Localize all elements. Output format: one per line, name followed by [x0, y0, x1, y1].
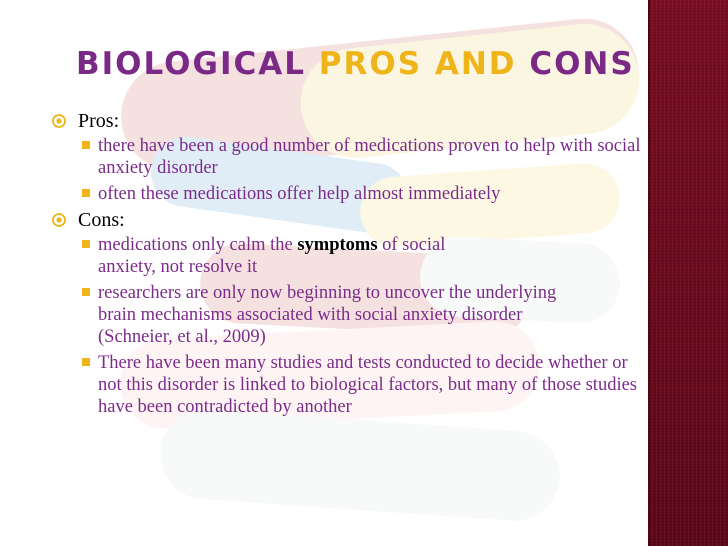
- square-bullet-icon: [82, 240, 90, 248]
- cons-item-1-part-b: of social anxiety, not resolve it: [98, 235, 446, 277]
- pros-item-2-text: often these medications offer help almost immediately: [98, 184, 501, 204]
- bullet-content: [52, 110, 642, 422]
- slide-title: [76, 44, 636, 84]
- cons-item-1-emphasis: symptoms: [297, 235, 378, 255]
- cons-item-3-text: There have been many studies and tests conducted to decide whether or not this disorder is linked to biological factors, but many of those studies have been contradicted by another: [98, 353, 637, 417]
- cons-item-2-text: researchers are only now beginning to uncover the underlying brain mechanisms associated with social anxiety disorder (Schneier, et al., 2009): [98, 283, 557, 347]
- cons-item-2: [52, 282, 642, 348]
- square-bullet-icon: [82, 141, 90, 149]
- pros-item-1: [52, 135, 642, 179]
- title-part-biological: BIOLOGICAL: [76, 46, 319, 82]
- square-bullet-icon: [82, 288, 90, 296]
- pros-item-1-text: there have been a good number of medications proven to help with social anxiety disorder: [98, 136, 641, 178]
- pros-heading-text: Pros:: [78, 110, 120, 132]
- title-part-pros-and: PROS AND: [318, 46, 530, 82]
- target-bullet-icon: [52, 213, 66, 227]
- title-part-cons: CONS: [529, 46, 635, 82]
- square-bullet-icon: [82, 189, 90, 197]
- pros-heading: [52, 110, 642, 133]
- target-bullet-icon: [52, 114, 66, 128]
- cons-item-3: [52, 352, 642, 418]
- decorative-side-band: [648, 0, 728, 546]
- cons-heading-text: Cons:: [78, 209, 125, 231]
- cons-item-1-text: [98, 234, 492, 278]
- cons-item-1-part-a: medications only calm the: [98, 235, 298, 255]
- cons-item-1: [52, 234, 642, 278]
- square-bullet-icon: [82, 358, 90, 366]
- side-band-edge: [648, 0, 650, 546]
- pros-item-2: [52, 183, 642, 205]
- cons-heading: [52, 209, 642, 232]
